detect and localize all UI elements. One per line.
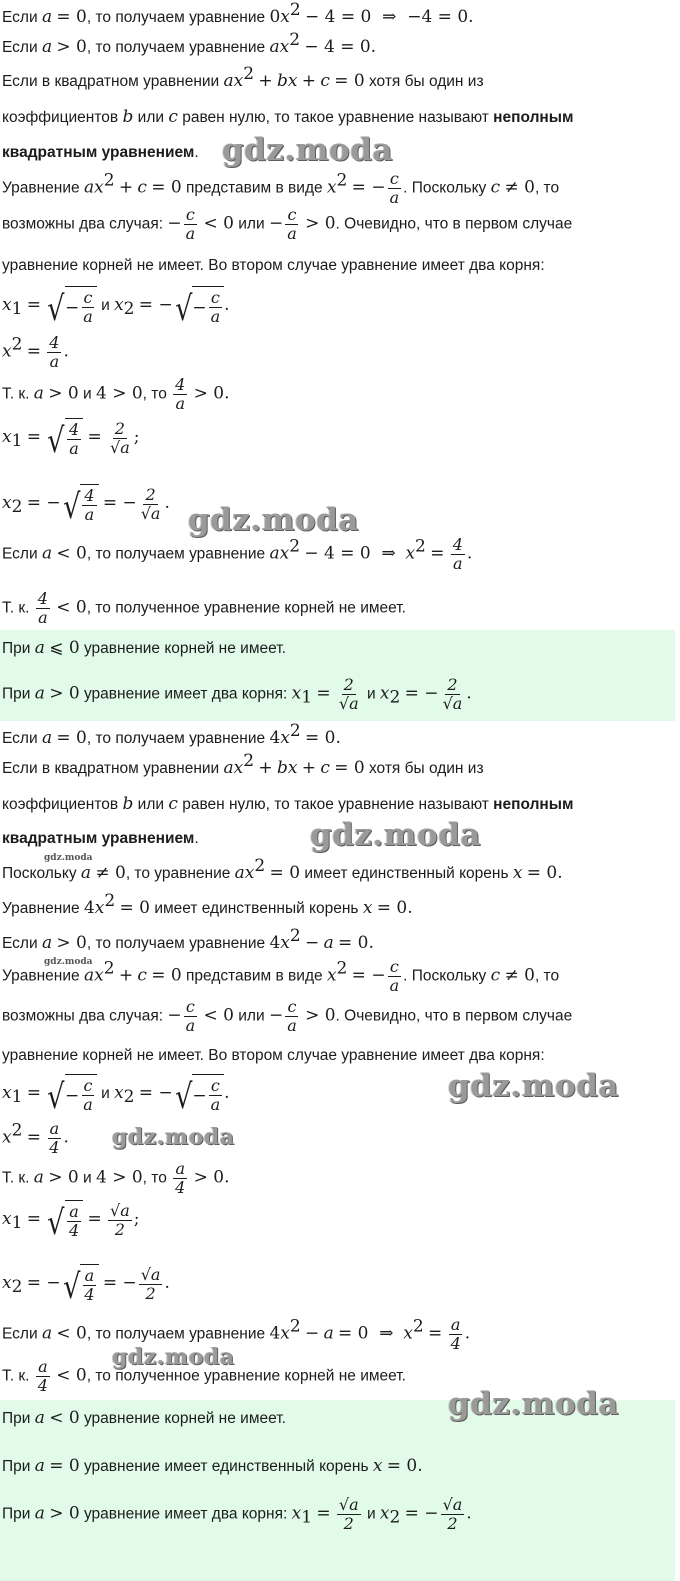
watermark: gdz.moda bbox=[448, 1068, 619, 1104]
line-24: возможны два случая: − $\frac{c}{a}$ < 0 или − $\frac{c}{a}$ > 0. Очевидно, что в первом случае bbox=[2, 997, 573, 1035]
line-19: квадратным уравнением. bbox=[2, 830, 199, 847]
line-3: Если в квадратном уравнении $ax^2$ + bx + c = 0 хотя бы один из bbox=[2, 64, 484, 91]
line-14: Если a < 0, то получаем уравнение $ax^2 - 4 = 0$ ⇒ $x^2$ = $\frac{4}{a}$ . bbox=[2, 535, 473, 573]
watermark: gdz.moda bbox=[222, 132, 393, 168]
line-15: Т. к. $\frac{4}{a}$ < 0, то полученное уравнение корней не имеет. bbox=[2, 589, 406, 627]
line-2: Если a > 0, то получаем уравнение $ax^2 - 4 = 0$. bbox=[2, 30, 377, 57]
answer-2-line-3: При a > 0 уравнение имеет два корня: $x_1$ = $\frac{√a}{2}$ и $x_2$ = − $\frac{√a}{2}$ . bbox=[2, 1495, 472, 1533]
line-17: Если в квадратном уравнении $ax^2$ + bx + c = 0 хотя бы один из bbox=[2, 751, 484, 778]
line-18: коэффициентов b или c равен нулю, то такое уравнение называют неполным bbox=[2, 794, 574, 814]
line-12: $x_1$ = √ 4 a = $\frac{2}{√a}$ ; bbox=[2, 418, 140, 461]
watermark: gdz.moda bbox=[112, 1124, 235, 1150]
line-5: квадратным уравнением. bbox=[2, 144, 199, 161]
line-26: $x_1$ = √ − $\frac{c}{a}$ и $x_2$ = − √ − $\frac{c}{a}$ . bbox=[2, 1076, 230, 1117]
line-8: уравнение корней не имеет. Во втором случае уравнение имеет два корня: bbox=[2, 257, 545, 274]
line-16: Если a = 0, то получаем уравнение $4x^2 = 0$. bbox=[2, 721, 341, 748]
line-29: $x_1$ = √ a 4 = $\frac{√a}{2}$ ; bbox=[2, 1200, 140, 1243]
line-32: Т. к. $\frac{a}{4}$ < 0, то полученное уравнение корней не имеет. bbox=[2, 1357, 406, 1395]
line-11: Т. к. a > 0 и 4 > 0, то $\frac{4}{a}$ > 0. bbox=[2, 375, 230, 413]
line-21: Уравнение $4x^2 = 0$ имеет единственный корень x = 0. bbox=[2, 891, 413, 918]
answer-1-line-1: При a ⩽ 0 уравнение корней не имеет. bbox=[2, 638, 286, 658]
line-31: Если a < 0, то получаем уравнение $4x^2 - a = 0$ ⇒ $x^2$ = $\frac{a}{4}$ . bbox=[2, 1315, 471, 1353]
watermark: gdz.moda bbox=[448, 1386, 619, 1422]
line-27: $x^2$ = $\frac{a}{4}$ . bbox=[2, 1119, 69, 1157]
line-20: Поскольку a ≠ 0, то уравнение $ax^2 = 0$ имеет единственный корень x = 0. bbox=[2, 856, 563, 883]
line-13: $x_2$ = − √ 4 a = − $\frac{2}{√a}$ . bbox=[2, 484, 170, 527]
watermark: gdz.moda bbox=[310, 817, 481, 853]
line-28: Т. к. a > 0 и 4 > 0, то $\frac{a}{4}$ > 0. bbox=[2, 1159, 230, 1197]
watermark: gdz.moda bbox=[112, 1344, 235, 1370]
line-6: Уравнение $ax^2 + c = 0$ представим в виде $x^2$ = − $\frac{c}{a}$ . Поскольку c ≠ 0, то bbox=[2, 169, 560, 207]
line-10: $x^2$ = $\frac{4}{a}$ . bbox=[2, 333, 69, 371]
watermark-small: gdz.moda bbox=[44, 957, 93, 967]
line-1: Если a = 0, то получаем уравнение $0x^2 - 4 = 0$ ⇒ −4 = 0. bbox=[2, 0, 474, 27]
line-9: $x_1$ = √ − $\frac{c}{a}$ и $x_2$ = − √ − $\frac{c}{a}$ . bbox=[2, 288, 230, 329]
answer-1-line-2: При a > 0 уравнение имеет два корня: $x_1$ = $\frac{2}{√a}$ и $x_2$ = − $\frac{2}{√a}$ . bbox=[2, 676, 472, 713]
line-30: $x_2$ = − √ a 4 = − $\frac{√a}{2}$ . bbox=[2, 1264, 170, 1307]
line-22: Если a > 0, то получаем уравнение $4x^2 - a = 0$. bbox=[2, 926, 374, 953]
line-23: Уравнение $ax^2 + c = 0$ представим в виде $x^2$ = − $\frac{c}{a}$ . Поскольку c ≠ 0, то bbox=[2, 957, 560, 995]
watermark: gdz.moda bbox=[188, 502, 359, 538]
watermark-small: gdz.moda bbox=[44, 853, 93, 863]
line-25: уравнение корней не имеет. Во втором случае уравнение имеет два корня: bbox=[2, 1047, 545, 1064]
answer-2-line-2: При a = 0 уравнение имеет единственный корень x = 0. bbox=[2, 1456, 423, 1476]
answer-2-line-1: При a < 0 уравнение корней не имеет. bbox=[2, 1408, 286, 1428]
line-7: возможны два случая: − $\frac{c}{a}$ < 0 или − $\frac{c}{a}$ > 0. Очевидно, что в первом случае bbox=[2, 205, 573, 243]
line-4: коэффициентов b или c равен нулю, то такое уравнение называют неполным bbox=[2, 107, 574, 127]
